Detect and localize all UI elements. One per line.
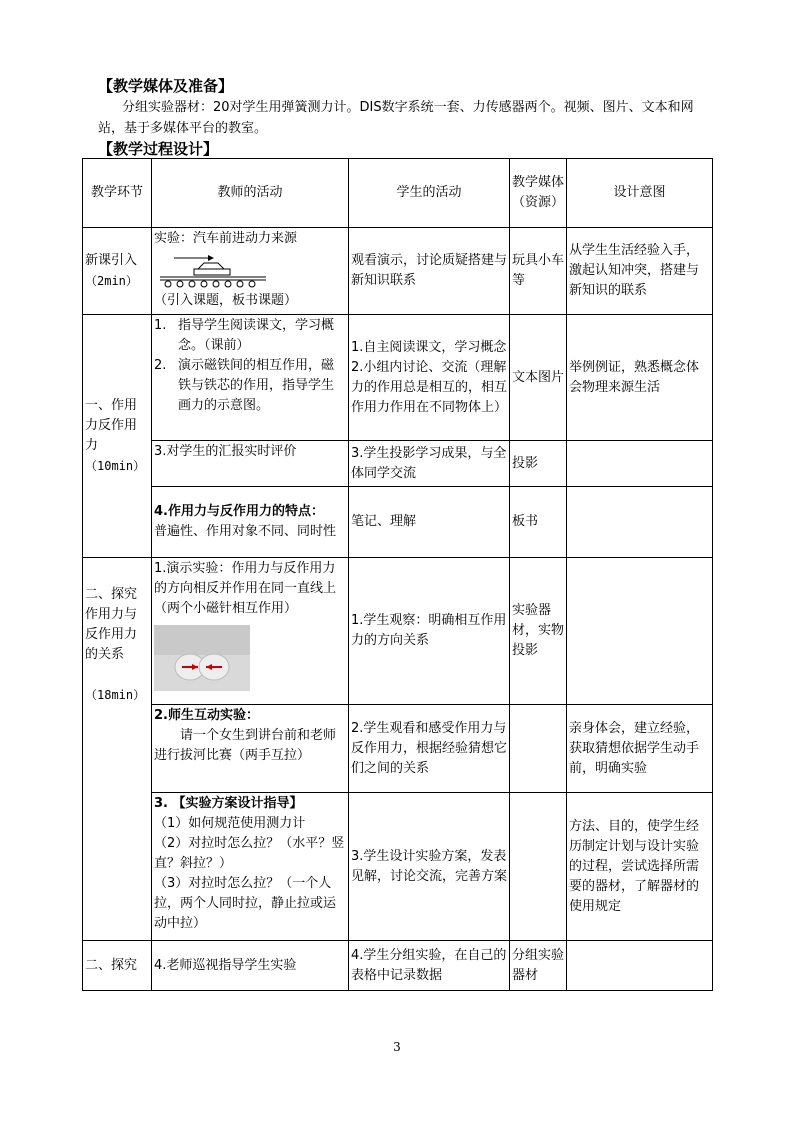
student-cell: 2.学生观看和感受作用力与反作用力，根据经验猜想它们之间的关系 [349,705,510,793]
teacher-cell [152,705,349,793]
intent-cell [567,558,713,705]
magnets-photo [154,625,250,691]
header-student: 学生的活动 [349,159,510,228]
teacher-bold-text: 4.作用力与反作用力的特点： [154,504,324,519]
media-cell: 分组实验器材 [510,941,567,991]
table-row [83,228,713,315]
stage-time: （18min） [85,688,146,702]
toy-car-icon [154,249,274,291]
header-intent: 设计意图 [567,159,713,228]
list-item: 演示磁铁间的相互作用，磁铁与铁芯的作用，指导学生画力的示意图。 [178,358,335,413]
process-heading: 【教学过程设计】 [98,140,219,158]
media-cell: 文本图片 [510,315,567,441]
table-row [83,558,713,705]
table-header-row [83,159,713,228]
stage-label: 新课引入 [85,252,138,268]
media-cell: 投影 [510,441,567,487]
student-cell: 笔记、理解 [349,487,510,558]
table-row [83,315,713,441]
stage-time: （10min） [85,458,146,473]
stage-time: （2min） [85,273,138,288]
media-cell: 玩具小车等 [510,228,567,315]
lesson-table [82,158,713,991]
table-row [83,441,713,487]
car-diagram [154,249,346,291]
teacher-cell: 4.老师巡视指导学生实验 [152,941,349,991]
intent-cell: 亲身体会，建立经验，获取猜想依据学生动手前，明确实验 [567,705,713,793]
header-teacher: 教师的活动 [152,159,349,228]
page-number: 3 [393,1040,401,1054]
table-row [83,793,713,941]
header-media: 教学媒体（资源） [510,159,567,228]
teacher-bold-text: 3. 【实验方案设计指导】 [154,796,303,811]
teacher-text: 1.演示实验：作用力与反作用力的方向相反并作用在同一直线上（两个小磁针相互作用） [154,561,337,616]
stage-cell-explore [83,558,152,941]
intent-cell: 举例例证，熟悉概念体会物理来源生活 [567,315,713,441]
intent-cell [567,487,713,558]
intent-cell: 方法、目的，使学生经历制定计划与设计实验的过程，尝试选择所需要的器材，了解器材的使用规定 [567,793,713,941]
intent-cell [567,941,713,991]
teacher-cell [152,558,349,705]
list-item: 指导学生阅读课文，学习概念。（课前） [178,318,335,353]
student-cell: 1.自主阅读课文，学习概念 2.小组内讨论、交流（理解力的作用总是相互的，相互作用力作用在不同物体上） [349,315,510,441]
student-cell: 3.学生投影学习成果，与全体同学交流 [349,441,510,487]
header-stage: 教学环节 [83,159,152,228]
teacher-cell [152,487,349,558]
media-cell [510,793,567,941]
teacher-text: （1）如何规范使用测力计 [154,816,306,831]
teacher-text: （3）对拉时怎么拉？（一个人拉，两个人同时拉，静止拉或运动中拉） [154,876,337,931]
student-cell: 观看演示，讨论质疑搭建与新知识联系 [349,228,510,315]
stage-label: 一、作用力反作用力 [85,397,138,453]
media-cell: 板书 [510,487,567,558]
table-row [83,705,713,793]
table-row [83,487,713,558]
media-cell [510,705,567,793]
teacher-cell [152,228,349,315]
list-number: 2. [154,358,167,373]
teacher-text: 请一个女生到讲台前和老师进行拔河比赛（两手互拉） [154,728,337,763]
teacher-cell: 3.对学生的汇报实时评价 [152,441,349,487]
teacher-text: （引入课题，板书课题） [154,293,298,308]
teacher-cell [152,793,349,941]
intent-cell [567,441,713,487]
list-number: 1. [154,318,167,333]
media-cell: 实验器材，实物投影 [510,558,567,705]
stage-cell-action-reaction [83,315,152,558]
stage-label: 二、探究作用力与反作用力的关系 [85,587,138,662]
table-row [83,941,713,991]
stage-cell-explore-cont: 二、探究 [83,941,152,991]
media-text: 分组实验器材：20对学生用弹簧测力计。DIS数字系统一套、力传感器两个。视频、图片、文本和网站，基于多媒体平台的教室。 [98,100,694,136]
teacher-text: 普遍性、作用对象不同、同时性 [154,524,337,539]
teacher-bold-text: 2.师生互动实验： [154,708,259,723]
teacher-text: 实验：汽车前进动力来源 [154,231,298,246]
student-cell: 4.学生分组实验，在自己的表格中记录数据 [349,941,510,991]
intent-cell: 从学生生活经验入手，激起认知冲突，搭建与新知识的联系 [567,228,713,315]
teacher-cell [152,315,349,441]
media-heading: 【教学媒体及准备】 [98,77,234,95]
stage-cell-intro [83,228,152,315]
teacher-text: （2）对拉时怎么拉？（水平？竖直？斜拉？） [154,836,345,871]
student-cell: 1.学生观察：明确相互作用力的方向关系 [349,558,510,705]
student-cell: 3.学生设计实验方案，发表见解，讨论交流，完善方案 [349,793,510,941]
